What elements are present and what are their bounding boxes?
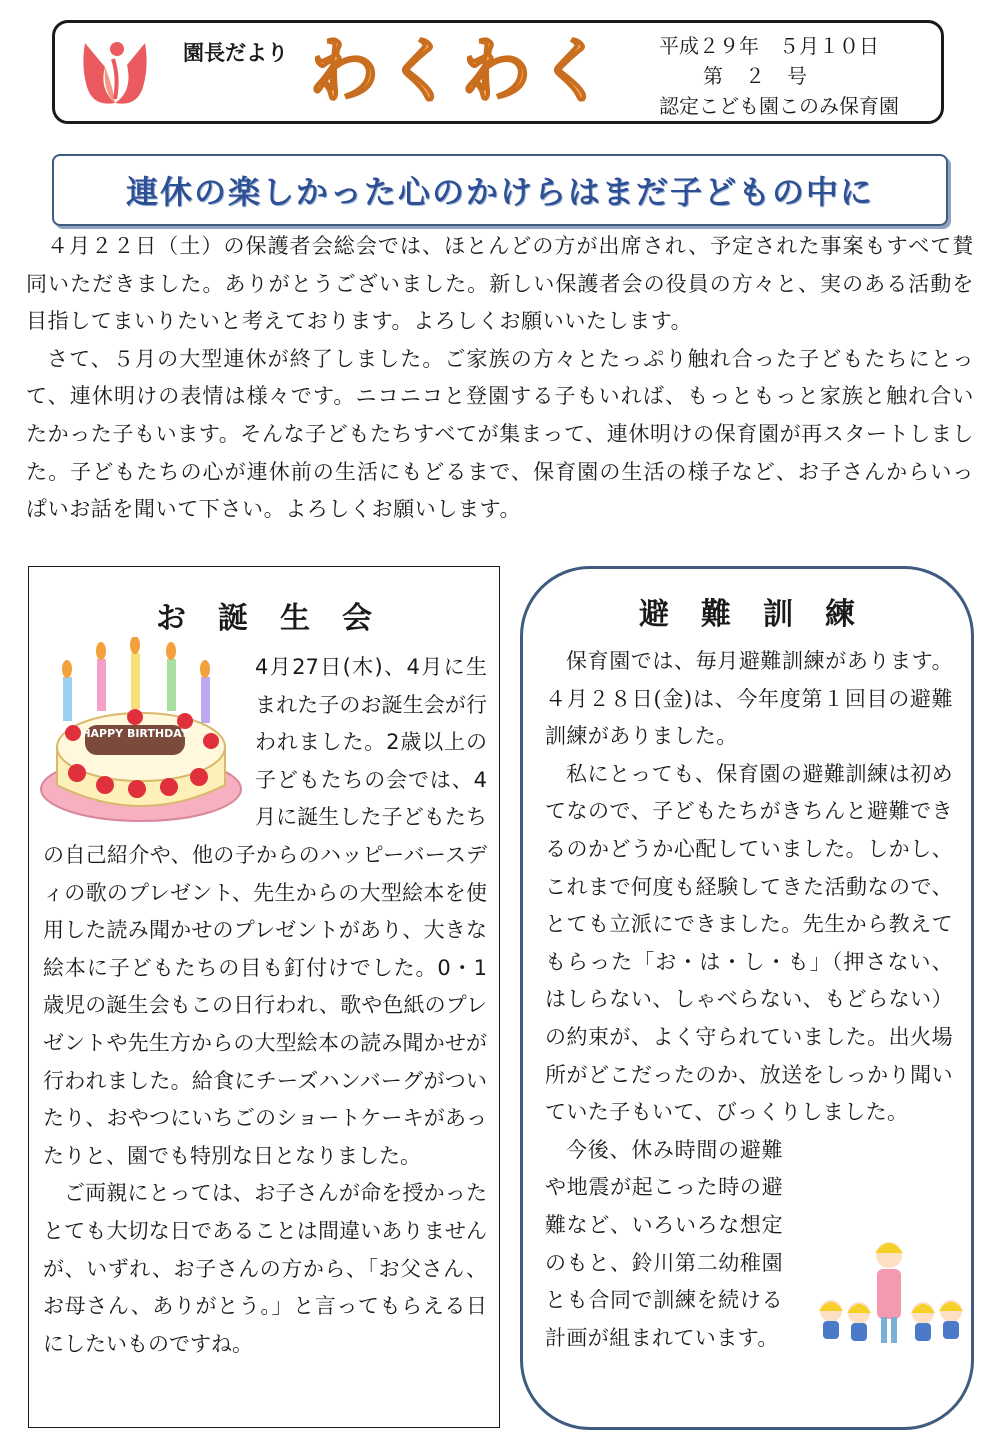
issue-prefix: 第 — [703, 64, 745, 88]
intro-paragraph-2: さて、５月の大型連休が終了しました。ご家族の方々とたっぷり触れ合った子どもたちにとって、連休明けの表情は様々です。ニコニコと登園する子もいれば、もっともっと家族と触れ合いたかった子もいます。そんな子どもたちすべてが集まって、連休明けの保育園が再スタートしました。子どもたちの心が連休前の生活にもどるまで、保育園の生活の様子など、お子さんからいっぱいお話を聞いて下さい。よろしくお願いします。 — [26, 346, 974, 522]
newsletter-header — [52, 20, 944, 124]
evacuation-paragraph-1: 保育園では、毎月避難訓練があります。４月２８日(金)は、今年度第１回目の避難訓練がありました。 — [545, 649, 953, 749]
issue-info — [659, 31, 929, 121]
evacuation-paragraph-2: 私にとっても、保育園の避難訓練は初めてなので、子どもたちがきちんと避難できるのかどうか心配していました。しかし、これまで何度も経験してきた活動なので、とても立派にできました。先生から教えてもらった「お・は・し・も」（押さない、はしらない、しゃべらない、もどらない）の約束が、よく守られていました。出火場所がどこだったのか、放送をしっかり聞いていた子もいて、びっくりしました。 — [545, 761, 953, 1125]
issue-number: ２ — [745, 64, 787, 88]
intro-paragraph-1: ４月２２日（土）の保護者会総会では、ほとんどの方が出席され、予定された事案もすべて賛同いただきました。ありがとうございました。新しい保護者会の役員の方々と、実のある活動を目指してまいりたいと考えております。よろしくお願いいたします。 — [26, 234, 974, 334]
issue-number-line — [659, 61, 929, 91]
cake-text: HAPPY BIRTHDAY — [81, 727, 189, 740]
birthday-paragraph-1: 4月27日(木)、4月に生まれた子のお誕生会が行われました。2歳以上の子どもたちの会では、4月に誕生した子どもたちの自己紹介や、他の子からのハッピーバースディの歌のプレゼント、先生からの大型絵本を使用した読み聞かせのプレゼントがあり、大きな絵本に子どもたちの目も釘付けでした。0・1歳児の誕生会もこの日行われ、歌や色紙のプレゼントや先生方からの大型絵本の読み聞かせが行われました。給食にチーズハンバーグがついたり、おやつにいちごのショートケーキがあったりと、園でも特別な日となりました。 — [43, 655, 487, 1168]
newsletter-title: わくわく — [309, 30, 613, 112]
issue-suffix: 号 — [787, 64, 829, 88]
issue-date: 平成２９年 ５月１０日 — [659, 34, 879, 58]
birthday-title: お誕生会 — [156, 601, 404, 636]
intro-article — [26, 228, 974, 529]
headline-text: 連休の楽しかった心のかけらはまだ子どもの中に — [125, 173, 874, 211]
evacuation-section — [520, 566, 974, 1430]
headline-banner — [52, 154, 948, 226]
organization-name: 認定こども園このみ保育園 — [659, 94, 899, 118]
children-helmets-icon — [815, 1229, 967, 1353]
birthday-section — [28, 566, 500, 1428]
evacuation-title: 避難訓練 — [639, 597, 887, 632]
birthday-body — [43, 649, 487, 1363]
birthday-paragraph-2: ご両親にとっては、お子さんが命を授かったとても大切な日であることは間違いありませんが、いずれ、お子さんの方から、「お父さん、お母さん、ありがとう。」と言ってもらえる日にしたいものですね。 — [43, 1181, 487, 1356]
evacuation-paragraph-3: 今後、休み時間の避難や地震が起こった時の避難など、いろいろな想定のもと、鈴川第二幼稚園とも合同で訓練を続ける計画が組まれています。 — [545, 1137, 783, 1350]
newsletter-label: 園長だより — [183, 41, 288, 65]
tulip-logo-icon — [79, 37, 151, 111]
